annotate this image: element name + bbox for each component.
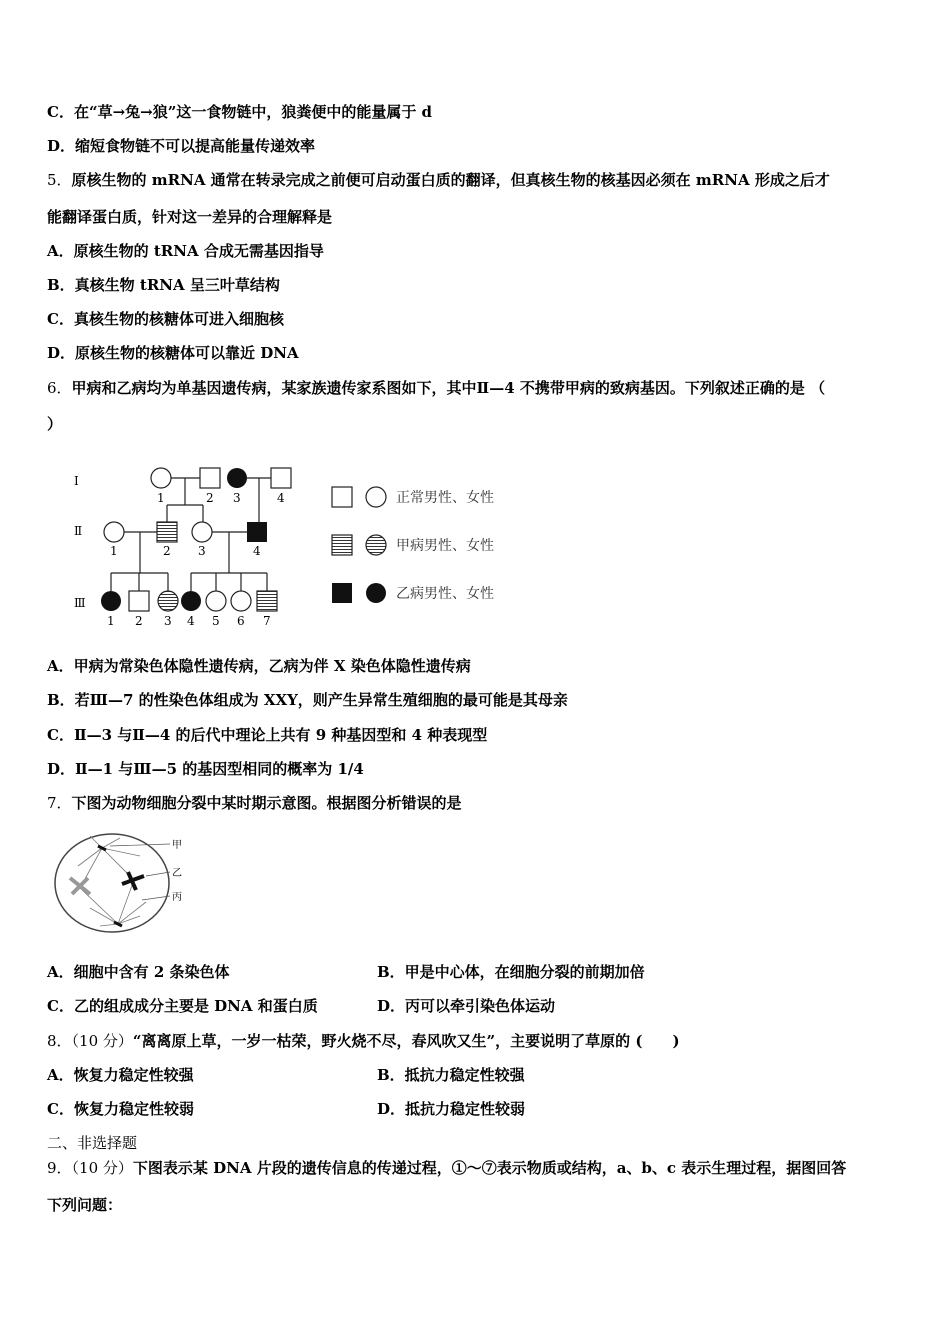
q7-option-a: A．细胞中含有 2 条染色体 <box>47 963 230 981</box>
q6-option-d: D．Ⅱ—1 与Ⅲ—5 的基因型相同的概率为 1/4 <box>47 760 364 778</box>
I-4-label: 4 <box>277 491 285 505</box>
q5-stem-line2: 能翻译蛋白质，针对这一差异的合理解释是 <box>47 208 333 226</box>
II-3-label: 3 <box>198 544 206 558</box>
I-2-normal-male <box>200 468 220 488</box>
q8-score: （10 分） <box>71 1032 133 1050</box>
pedigree-chart <box>60 455 520 635</box>
III-3-disease-a-female <box>158 591 178 611</box>
I-4-normal-male <box>271 468 291 488</box>
q8-number: 8． <box>47 1032 72 1050</box>
q8-stem-text: “离离原上草，一岁一枯荣，野火烧不尽，春风吹又生”，主要说明了草原的 ( ) <box>132 1032 680 1050</box>
legend-disease-a-female <box>366 535 386 555</box>
q4-option-d: D．缩短食物链不可以提高能量传递效率 <box>47 137 316 155</box>
label-bing: 丙 <box>172 892 182 903</box>
q8-option-d: D．抵抗力稳定性较弱 <box>377 1100 526 1118</box>
q5-stem-text: 原核生物的 mRNA 通常在转录完成之前便可启动蛋白质的翻译，但真核生物的核基因必须在 mRNA 形成之后才 <box>71 171 830 189</box>
q6-option-a: A．甲病为常染色体隐性遗传病，乙病为伴 X 染色体隐性遗传病 <box>47 657 471 675</box>
q5-option-d: D．原核生物的核糖体可以靠近 DNA <box>47 344 299 362</box>
cell-membrane <box>55 834 169 932</box>
gen-II-label: Ⅱ <box>74 524 83 538</box>
q6-option-c: C．Ⅱ—3 与Ⅱ—4 的后代中理论上共有 9 种基因型和 4 种表现型 <box>47 726 488 744</box>
III-6-normal-female <box>231 591 251 611</box>
q7-number: 7． <box>47 794 72 812</box>
III-1-label: 1 <box>107 614 115 628</box>
q8-stem <box>47 1031 680 1051</box>
q5-option-b: B．真核生物 tRNA 呈三叶草结构 <box>47 276 280 294</box>
legend-disease-b-label: 乙病男性、女性 <box>396 586 494 602</box>
q5-option-a: A．原核生物的 tRNA 合成无需基因指导 <box>47 242 324 260</box>
II-3-normal-female <box>192 522 212 542</box>
q8-option-b: B．抵抗力稳定性较强 <box>377 1066 525 1084</box>
II-1-label: 1 <box>110 544 118 558</box>
q9-score: （10 分） <box>71 1159 133 1177</box>
gen-III-label: Ⅲ <box>74 596 86 610</box>
q6-option-b: B．若Ⅲ—7 的性染色体组成为 XXY，则产生异常生殖细胞的最可能是其母亲 <box>47 691 568 709</box>
q7-stem <box>47 793 462 813</box>
III-6-label: 6 <box>237 614 245 628</box>
q6-number: 6． <box>47 379 72 397</box>
section-heading: 二、非选择题 <box>47 1134 138 1152</box>
legend-disease-b-male <box>332 583 352 603</box>
III-5-label: 5 <box>212 614 220 628</box>
label-yi: 乙 <box>172 868 182 879</box>
q5-number: 5． <box>47 171 72 189</box>
q6-stem-line1 <box>47 378 825 398</box>
q7-option-d: D．丙可以牵引染色体运动 <box>377 997 556 1015</box>
label-jia: 甲 <box>172 840 182 851</box>
III-4-disease-b-female <box>181 591 201 611</box>
gen-I-label: Ⅰ <box>74 474 79 488</box>
II-2-disease-a-male <box>157 522 177 542</box>
III-1-disease-b-female <box>101 591 121 611</box>
q9-stem-line1 <box>47 1158 846 1178</box>
II-1-normal-female <box>104 522 124 542</box>
legend-normal-label: 正常男性、女性 <box>396 490 494 506</box>
q6-stem-line2: ） <box>47 415 63 433</box>
q9-stem-line2: 下列问题： <box>47 1196 123 1214</box>
legend-normal-female <box>366 487 386 507</box>
legend-normal-male <box>332 487 352 507</box>
III-2-label: 2 <box>135 614 143 628</box>
I-3-label: 3 <box>233 491 241 505</box>
III-4-label: 4 <box>187 614 195 628</box>
III-5-normal-female <box>206 591 226 611</box>
I-3-disease-b-female <box>227 468 247 488</box>
I-2-label: 2 <box>206 491 214 505</box>
legend-disease-a-label: 甲病男性、女性 <box>396 538 494 554</box>
III-7-label: 7 <box>263 614 271 628</box>
q4-option-c: C．在“草→兔→狼”这一食物链中，狼粪便中的能量属于 d <box>47 103 433 121</box>
legend-disease-a-male <box>332 535 352 555</box>
I-1-normal-female <box>151 468 171 488</box>
legend-disease-b-female <box>366 583 386 603</box>
q8-option-c: C．恢复力稳定性较弱 <box>47 1100 194 1118</box>
III-3-label: 3 <box>164 614 172 628</box>
q5-stem-line1 <box>47 170 830 190</box>
cell-division-diagram <box>50 828 200 938</box>
II-2-label: 2 <box>163 544 171 558</box>
II-4-disease-b-male <box>247 522 267 542</box>
q8-option-a: A．恢复力稳定性较强 <box>47 1066 194 1084</box>
q6-stem-text: 甲病和乙病均为单基因遗传病，某家族遗传家系图如下，其中Ⅱ—4 不携带甲病的致病基因。下列叙述正确的是 （ <box>71 379 826 397</box>
q7-stem-text: 下图为动物细胞分裂中某时期示意图。根据图分析错误的是 <box>71 794 462 812</box>
q9-stem-text: 下图表示某 DNA 片段的遗传信息的传递过程，①～⑦表示物质或结构，a、b、c 表示生理过程，据图回答 <box>132 1159 847 1177</box>
III-7-disease-a-male <box>257 591 277 611</box>
q7-option-b: B．甲是中心体，在细胞分裂的前期加倍 <box>377 963 645 981</box>
q9-number: 9． <box>47 1159 72 1177</box>
I-1-label: 1 <box>157 491 165 505</box>
q7-option-c: C．乙的组成成分主要是 DNA 和蛋白质 <box>47 997 318 1015</box>
II-4-label: 4 <box>253 544 261 558</box>
III-2-normal-male <box>129 591 149 611</box>
q5-option-c: C．真核生物的核糖体可进入细胞核 <box>47 310 284 328</box>
